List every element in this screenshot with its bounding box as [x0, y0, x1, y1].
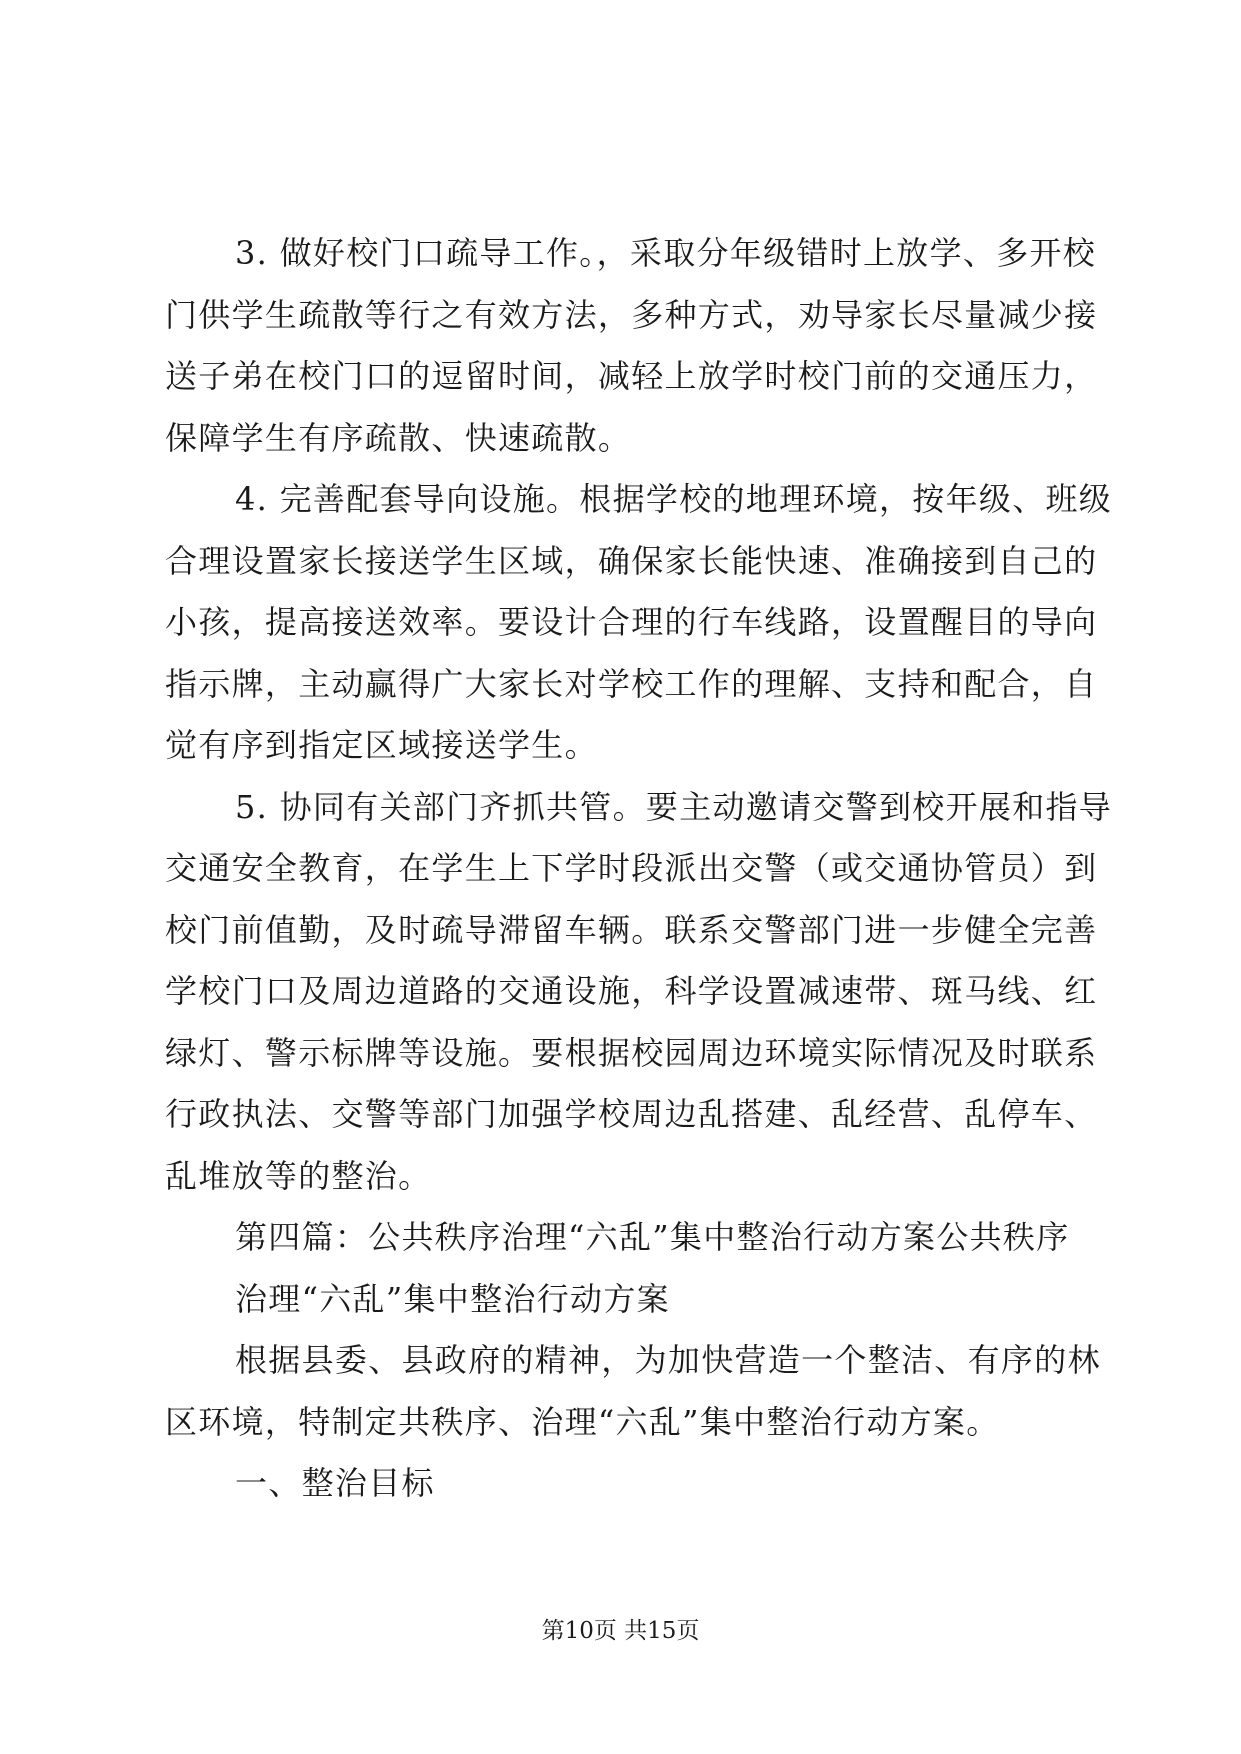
text-line: 第四篇：公共秩序治理“六乱”集中整治行动方案公共秩序 [235, 1218, 1070, 1256]
text-line: 合理设置家长接送学生区域，确保家长能快速、准确接到自己的 [165, 541, 1098, 580]
text-line: 行政执法、交警等部门加强学校周边乱搭建、乱经营、乱停车、 [165, 1095, 1098, 1133]
footer-page-number: 10 [564, 1618, 594, 1644]
text-line: 觉有序到指定区域接送学生。 [165, 726, 598, 764]
footer-suffix: 页 [676, 1618, 700, 1644]
footer-mid: 页 共 [593, 1618, 648, 1644]
text-line: 绿灯、警示标牌等设施。要根据校园周边环境实际情况及时联系 [165, 1033, 1098, 1072]
document-body [165, 233, 1113, 1525]
footer-total-pages: 15 [647, 1618, 677, 1644]
text-line: 根据县委、县政府的精神，为加快营造一个整洁、有序的林 [235, 1341, 1101, 1379]
text-line: 指示牌，主动赢得广大家长对学校工作的理解、支持和配合，自 [165, 664, 1098, 703]
text-line: 门供学生疏散等行之有效方法，多种方式，劝导家长尽量减少接 [165, 295, 1098, 334]
text-line: 5. 协同有关部门齐抓共管。要主动邀请交警到校开展和指导 [235, 787, 1113, 826]
page-footer [0, 1617, 1241, 1645]
text-line: 送子弟在校门口的逗留时间，减轻上放学时校门前的交通压力， [165, 357, 1098, 395]
text-line: 学校门口及周边道路的交通设施，科学设置减速带、斑马线、红 [165, 972, 1098, 1010]
text-line: 治理“六乱”集中整治行动方案 [235, 1279, 670, 1318]
footer-prefix: 第 [541, 1618, 565, 1644]
text-line: 交通安全教育，在学生上下学时段派出交警（或交通协管员）到 [165, 849, 1098, 887]
text-line: 保障学生有序疏散、快速疏散。 [165, 418, 632, 457]
text-line: 校门前值勤，及时疏导滞留车辆。联系交警部门进一步健全完善 [165, 910, 1098, 949]
text-line: 3. 做好校门口疏导工作。，采取分年级错时上放学、多开校 [235, 234, 1097, 272]
text-line: 小孩，提高接送效率。要设计合理的行车线路，设置醒目的导向 [165, 603, 1098, 641]
text-line: 4. 完善配套导向设施。根据学校的地理环境，按年级、班级 [235, 480, 1113, 518]
text-line: 一、整治目标 [235, 1464, 435, 1502]
text-line: 区环境，特制定共秩序、治理“六乱”集中整治行动方案。 [165, 1402, 1000, 1441]
text-line: 乱堆放等的整治。 [165, 1156, 432, 1195]
